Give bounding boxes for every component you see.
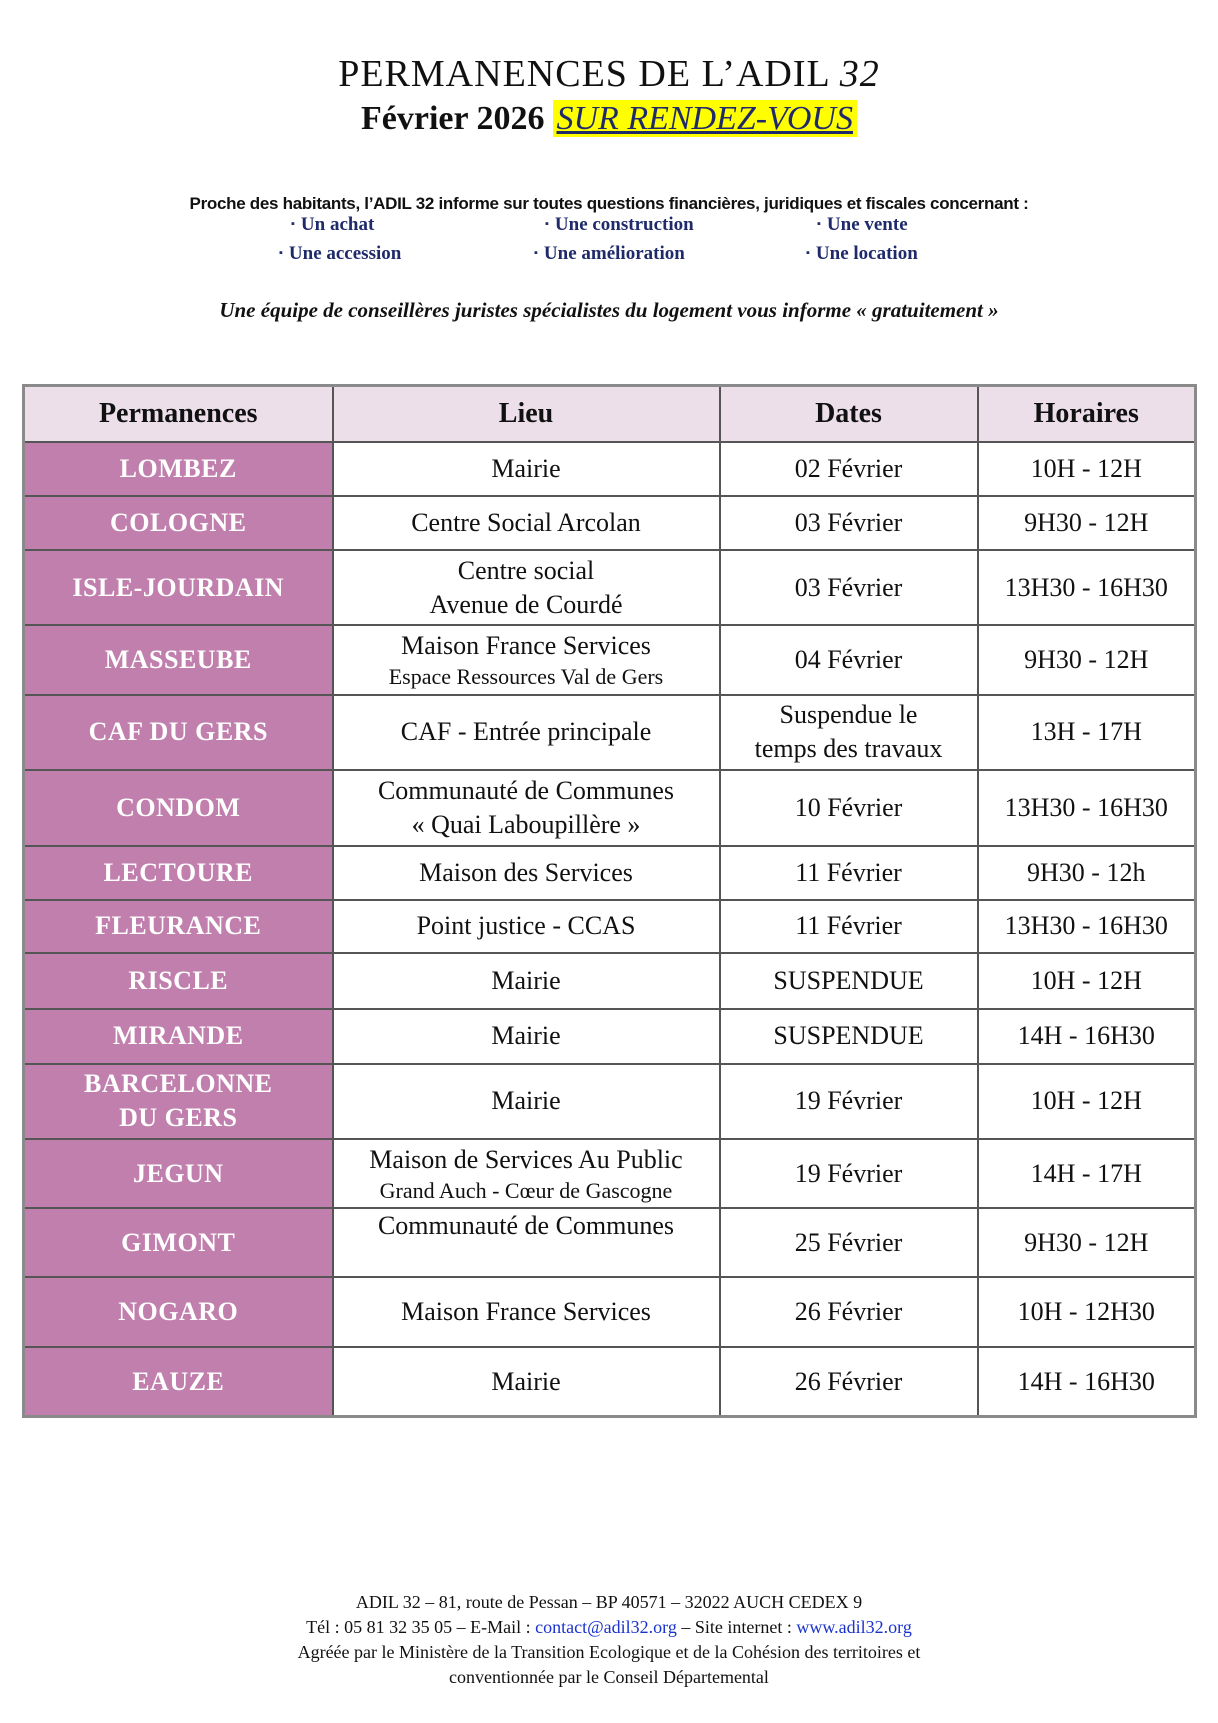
- cell-horaires: 9H30 - 12H: [978, 496, 1196, 550]
- page-title: [0, 52, 1218, 96]
- cell-date: 11 Février: [720, 846, 978, 900]
- cell-permanence: CONDOM: [24, 770, 333, 846]
- table-row: [24, 1139, 1196, 1208]
- cell-permanence: MASSEUBE: [24, 625, 333, 694]
- footer-address: ADIL 32 – 81, route de Pessan – BP 40571 – 32022 AUCH CEDEX 9: [355, 1592, 863, 1612]
- column-header-lieu: Lieu: [333, 386, 720, 443]
- cell-date: Suspendue le temps des travaux: [720, 695, 978, 771]
- month-label: Février 2026: [361, 100, 545, 137]
- cell-lieu: Point justice - CCAS: [333, 900, 720, 954]
- footer-agreement-2: conventionnée par le Conseil Départemental: [449, 1667, 769, 1687]
- cell-horaires: 13H - 17H: [978, 695, 1196, 771]
- cell-permanence: RISCLE: [24, 953, 333, 1008]
- cell-horaires: 10H - 12H: [978, 442, 1196, 496]
- table-row: [24, 695, 1196, 771]
- cell-date: 26 Février: [720, 1277, 978, 1347]
- cell-date: SUSPENDUE: [720, 1009, 978, 1064]
- cell-permanence: JEGUN: [24, 1139, 333, 1208]
- cell-lieu: Mairie: [333, 1064, 720, 1140]
- bullet-icon: ▪: [545, 218, 549, 230]
- cell-horaires: 13H30 - 16H30: [978, 770, 1196, 846]
- topic-item: ▪ Une accession: [279, 243, 402, 264]
- permanences-table: [22, 384, 1197, 1418]
- tagline: Une équipe de conseillères juristes spécialistes du logement vous informe « gratuitement »: [219, 298, 999, 322]
- table-row: [24, 1064, 1196, 1140]
- column-header-horaires: Horaires: [978, 386, 1196, 443]
- cell-permanence: FLEURANCE: [24, 900, 333, 954]
- bullet-icon: ▪: [534, 247, 538, 259]
- topic-item: ▪ Un achat: [291, 214, 375, 235]
- cell-horaires: 14H - 16H30: [978, 1347, 1196, 1416]
- cell-date: 19 Février: [720, 1064, 978, 1140]
- cell-lieu: Maison France Services: [333, 1277, 720, 1347]
- cell-permanence: COLOGNE: [24, 496, 333, 550]
- cell-date: 26 Février: [720, 1347, 978, 1416]
- cell-date: 10 Février: [720, 770, 978, 846]
- title-text: PERMANENCES DE L’ADIL: [338, 53, 830, 95]
- table-row: [24, 496, 1196, 550]
- cell-permanence: CAF DU GERS: [24, 695, 333, 771]
- table-row: [24, 770, 1196, 846]
- footer: [0, 1590, 1218, 1690]
- cell-lieu: Maison de Services Au Public Grand Auch - Cœur de Gascogne: [333, 1139, 720, 1208]
- cell-horaires: 10H - 12H30: [978, 1277, 1196, 1347]
- title-number: 32: [839, 53, 880, 95]
- cell-permanence: ISLE-JOURDAIN: [24, 550, 333, 626]
- cell-horaires: 9H30 - 12H: [978, 1208, 1196, 1277]
- cell-lieu: Maison France Services Espace Ressources Val de Gers: [333, 625, 720, 694]
- appointment-banner: SUR RENDEZ-VOUS: [553, 100, 857, 137]
- cell-lieu: Mairie: [333, 953, 720, 1008]
- cell-horaires: 14H - 17H: [978, 1139, 1196, 1208]
- table-row: [24, 953, 1196, 1008]
- cell-lieu: Communauté de Communes « Quai Laboupillère »: [333, 770, 720, 846]
- cell-date: 19 Février: [720, 1139, 978, 1208]
- bullet-icon: ▪: [291, 218, 295, 230]
- cell-horaires: 10H - 12H: [978, 953, 1196, 1008]
- cell-lieu: Mairie: [333, 442, 720, 496]
- cell-date: 02 Février: [720, 442, 978, 496]
- subtitle: [0, 100, 1218, 138]
- bullet-icon: ▪: [279, 247, 283, 259]
- cell-permanence: EAUZE: [24, 1347, 333, 1416]
- table-row: [24, 900, 1196, 954]
- bullet-icon: ▪: [817, 218, 821, 230]
- cell-lieu: Centre Social Arcolan: [333, 496, 720, 550]
- table-row: [24, 1277, 1196, 1347]
- cell-horaires: 10H - 12H: [978, 1064, 1196, 1140]
- cell-permanence: GIMONT: [24, 1208, 333, 1277]
- column-header-dates: Dates: [720, 386, 978, 443]
- cell-horaires: 14H - 16H30: [978, 1009, 1196, 1064]
- email-link[interactable]: contact@adil32.org: [535, 1617, 677, 1637]
- topic-item: ▪ Une construction: [545, 214, 694, 235]
- website-link[interactable]: www.adil32.org: [796, 1617, 912, 1637]
- cell-lieu: CAF - Entrée principale: [333, 695, 720, 771]
- table-row: [24, 442, 1196, 496]
- table-row: [24, 846, 1196, 900]
- cell-horaires: 9H30 - 12H: [978, 625, 1196, 694]
- cell-permanence: LOMBEZ: [24, 442, 333, 496]
- table-header-row: [24, 386, 1196, 443]
- cell-date: 04 Février: [720, 625, 978, 694]
- cell-lieu: Communauté de Communes: [333, 1208, 720, 1277]
- intro-text: Proche des habitants, l’ADIL 32 informe sur toutes questions financières, juridiques et fiscales concernant :: [189, 194, 1029, 213]
- column-header-permanences: Permanences: [24, 386, 333, 443]
- topic-item: ▪ Une location: [806, 243, 918, 264]
- cell-date: 25 Février: [720, 1208, 978, 1277]
- bullet-icon: ▪: [806, 247, 810, 259]
- cell-lieu: Mairie: [333, 1347, 720, 1416]
- table-row: [24, 1009, 1196, 1064]
- cell-permanence: BARCELONNE DU GERS: [24, 1064, 333, 1140]
- cell-horaires: 13H30 - 16H30: [978, 900, 1196, 954]
- cell-date: SUSPENDUE: [720, 953, 978, 1008]
- topic-item: ▪ Une amélioration: [534, 243, 685, 264]
- cell-permanence: NOGARO: [24, 1277, 333, 1347]
- footer-agreement: Agréée par le Ministère de la Transition Ecologique et de la Cohésion des territoires et: [297, 1642, 921, 1662]
- table-row: [24, 1208, 1196, 1277]
- cell-horaires: 13H30 - 16H30: [978, 550, 1196, 626]
- table-row: [24, 625, 1196, 694]
- topic-item: ▪ Une vente: [817, 214, 908, 235]
- cell-lieu: Maison des Services: [333, 846, 720, 900]
- footer-contact: Tél : 05 81 32 35 05 – E-Mail : contact@adil32.org – Site internet : www.adil32.org: [306, 1617, 912, 1637]
- cell-horaires: 9H30 - 12h: [978, 846, 1196, 900]
- cell-date: 11 Février: [720, 900, 978, 954]
- cell-lieu: Mairie: [333, 1009, 720, 1064]
- cell-date: 03 Février: [720, 496, 978, 550]
- cell-lieu: Centre social Avenue de Courdé: [333, 550, 720, 626]
- cell-date: 03 Février: [720, 550, 978, 626]
- cell-permanence: MIRANDE: [24, 1009, 333, 1064]
- table-row: [24, 1347, 1196, 1416]
- cell-permanence: LECTOURE: [24, 846, 333, 900]
- table-row: [24, 550, 1196, 626]
